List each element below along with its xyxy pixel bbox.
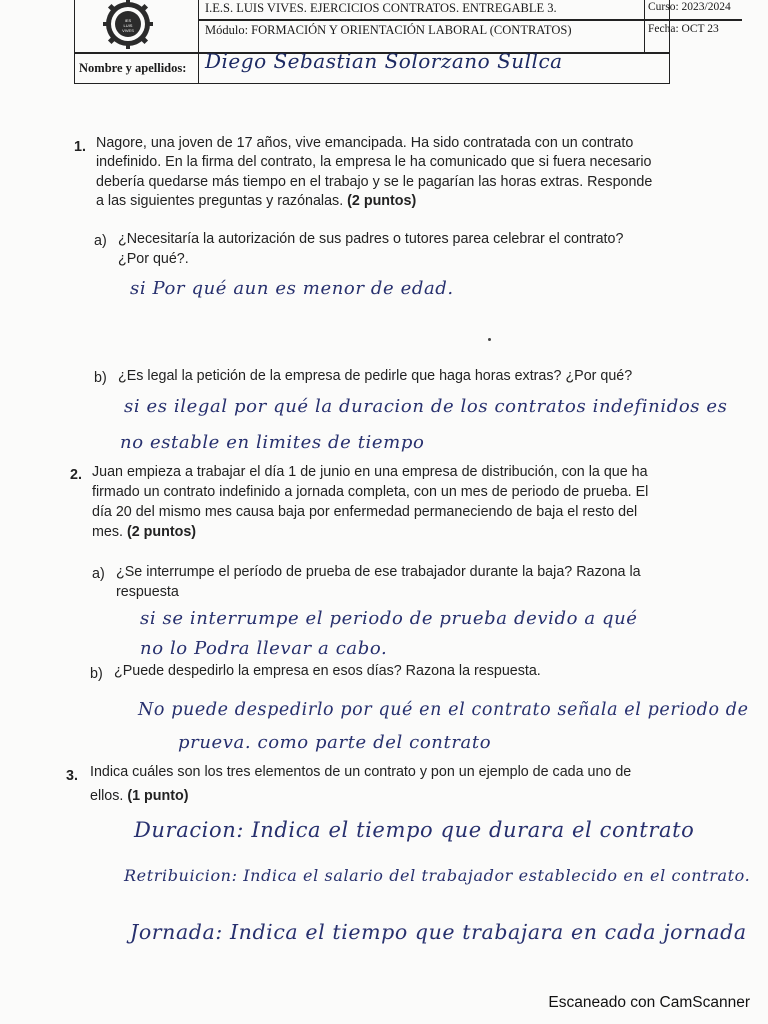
q3-answer-2: Retribuicion: Indica el salario del trabajador establecido en el contrato. <box>124 866 751 885</box>
student-name: Diego Sebastian Solorzano Sullca <box>205 49 563 73</box>
svg-text:VIVES: VIVES <box>122 28 134 33</box>
q2-line-2: firmado un contrato indefinido a jornada completa, con un mes de periodo de prueba. El <box>92 484 649 500</box>
q3-number: 3. <box>66 768 78 784</box>
q2a-label: a) <box>92 566 105 582</box>
q2-points: (2 puntos) <box>126 524 197 540</box>
q2-line-4 <box>92 524 196 540</box>
svg-text:IES: IES <box>124 18 132 23</box>
q2a-line-1: ¿Se interrumpe el período de prueba de ese trabajador durante la baja? Razona la <box>116 564 641 580</box>
q1-line-2: indefinido. En la firma del contrato, la empresa le ha comunicado que si fuera necesario <box>96 154 652 170</box>
name-label: Nombre y apellidos: <box>75 53 199 83</box>
scan-speck <box>488 338 491 341</box>
q1-number: 1. <box>74 139 86 155</box>
q2a-answer-1: si se interrumpe el periodo de prueba devido a qué <box>140 608 638 629</box>
q3-line-2 <box>90 788 189 804</box>
q2-line-4-text: mes. <box>92 524 123 540</box>
q1a-line-2: ¿Por qué?. <box>118 251 189 267</box>
svg-text:LUIS: LUIS <box>123 23 133 28</box>
q3-points: (1 punto) <box>127 788 189 804</box>
q1-line-4 <box>96 193 416 209</box>
q1a-label: a) <box>94 233 107 249</box>
date-field: Fecha: OCT 23 <box>648 23 719 35</box>
scanner-watermark: Escaneado con CamScanner <box>548 994 750 1011</box>
q1b-text: ¿Es legal la petición de la empresa de pedirle que haga horas extras? ¿Por qué? <box>118 368 633 384</box>
q1-line-3: debería quedarse más tiempo en el trabajo y se le pagarían las horas extras. Responde <box>96 174 653 190</box>
q1-line-4-text: a las siguientes preguntas y razónalas. <box>96 193 344 209</box>
q2-line-3: día 20 del mismo mes causa baja por enfermedad permaneciendo de baja el resto del <box>92 504 638 520</box>
school-seal-icon <box>103 0 153 49</box>
module-line: Módulo: FORMACIÓN Y ORIENTACIÓN LABORAL (CONTRATOS) <box>205 23 572 37</box>
q1b-label: b) <box>94 370 107 386</box>
q1b-answer-1: si es ilegal por qué la duracion de los contratos indefinidos es <box>124 396 728 417</box>
q1b-answer-2: no estable en limites de tiempo <box>120 432 425 453</box>
title-cell <box>199 0 645 52</box>
q2b-answer-1: No puede despedirlo por qué en el contrato señala el periodo de <box>138 700 749 720</box>
q2a-answer-2: no lo Podra llevar a cabo. <box>140 638 388 659</box>
q2b-text: ¿Puede despedirlo la empresa en esos días? Razona la respuesta. <box>114 663 541 679</box>
q1a-line-1: ¿Necesitaría la autorización de sus padres o tutores parea celebrar el contrato? <box>118 231 624 247</box>
logo-cell <box>75 0 199 52</box>
q2a-line-2: respuesta <box>116 584 179 600</box>
q2b-answer-2: prueva. como parte del contrato <box>178 732 492 753</box>
course-cell <box>645 0 768 52</box>
q2-number: 2. <box>70 467 82 483</box>
q2b-label: b) <box>90 666 103 682</box>
q1-line-1: Nagore, una joven de 17 años, vive emancipada. Ha sido contratada con un contrato <box>96 135 634 151</box>
school-line: I.E.S. LUIS VIVES. EJERCICIOS CONTRATOS. ENTREGABLE 3. <box>205 1 557 15</box>
course-year: Curso: 2023/2024 <box>648 1 731 13</box>
q1a-answer: si Por qué aun es menor de edad. <box>130 278 454 299</box>
q2-line-1: Juan empieza a trabajar el día 1 de junio en una empresa de distribución, con la que ha <box>92 464 648 480</box>
q3-line-2-text: ellos. <box>90 788 124 804</box>
header-table <box>74 0 731 84</box>
q3-answer-1: Duracion: Indica el tiempo que durara el contrato <box>134 818 695 842</box>
q3-line-1: Indica cuáles son los tres elementos de un contrato y pon un ejemplo de cada uno de <box>90 764 632 780</box>
q1-points: (2 puntos) <box>347 193 417 209</box>
q3-answer-3: Jornada: Indica el tiempo que trabajara en cada jornada <box>130 920 747 944</box>
